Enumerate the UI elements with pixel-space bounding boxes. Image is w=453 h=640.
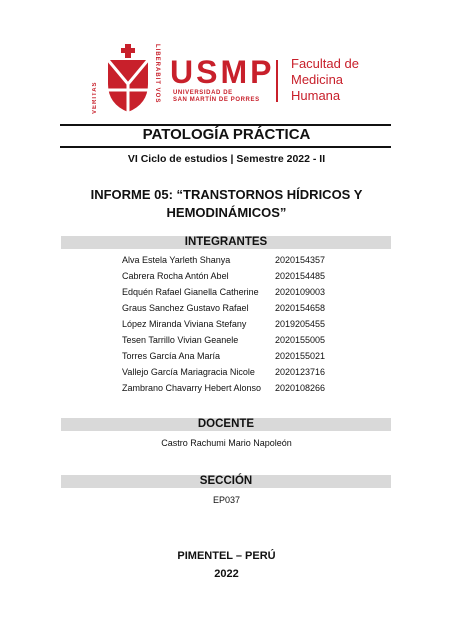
member-name: Zambrano Chavarry Hebert Alonso: [122, 383, 262, 393]
member-code: 2020155021: [275, 351, 326, 361]
motto-right: LIBERABIT VOS: [154, 44, 160, 104]
member-row: [120, 302, 360, 314]
logo-divider: [276, 60, 278, 102]
member-code: 2020154485: [275, 271, 326, 281]
brand-wordmark: USMP: [170, 54, 275, 90]
section-heading: SECCIÓN: [61, 475, 391, 488]
course-subtitle: VI Ciclo de estudios | Semestre 2022 - II: [127, 153, 326, 165]
section-code: EP037: [212, 495, 241, 505]
member-name: Torres García Ana María: [122, 351, 221, 361]
member-row: [120, 286, 360, 298]
member-name: Cabrera Rocha Antón Abel: [122, 271, 229, 281]
members-heading: INTEGRANTES: [61, 236, 391, 249]
member-row: [120, 382, 360, 394]
page-title: PATOLOGÍA PRÁCTICA: [142, 126, 311, 143]
university-line-1: UNIVERSIDAD DE: [173, 90, 233, 96]
member-code: 2020154658: [275, 303, 326, 313]
member-code: 2020108266: [275, 383, 326, 393]
member-name: Tesen Tarrillo Vivian Geanele: [122, 335, 239, 345]
teacher-name: Castro Rachumi Mario Napoleón: [161, 438, 292, 448]
title-rule-bottom: [60, 146, 391, 148]
member-name: Alva Estela Yarleth Shanya: [122, 255, 231, 265]
member-name: Vallejo García Mariagracia Nicole: [122, 367, 255, 377]
member-code: 2020155005: [275, 335, 326, 345]
place: PIMENTEL – PERÚ: [177, 550, 276, 562]
member-code: 2020109003: [275, 287, 326, 297]
year: 2022: [214, 568, 239, 580]
teacher-heading: DOCENTE: [61, 418, 391, 431]
member-code: 2020154357: [275, 255, 326, 265]
member-name: Graus Sanchez Gustavo Rafael: [122, 303, 249, 313]
member-row: [120, 270, 360, 282]
member-code: 2020123716: [275, 367, 326, 377]
member-row: [120, 254, 360, 266]
member-row: [120, 350, 360, 362]
report-title-line-2: HEMODINÁMICOS”: [166, 205, 287, 220]
faculty-line-3: Humana: [291, 88, 341, 103]
member-name: López Miranda Viviana Stefany: [122, 319, 247, 329]
motto-left: VERITAS: [92, 81, 98, 114]
member-row: [120, 366, 360, 378]
member-row: [120, 334, 360, 346]
report-title-line-1: INFORME 05: “TRANSTORNOS HÍDRICOS Y: [90, 187, 363, 202]
university-name: [173, 90, 260, 104]
member-code: 2019205455: [275, 319, 326, 329]
faculty-name: [291, 56, 359, 104]
report-title: [60, 186, 393, 222]
university-line-2: SAN MARTÍN DE PORRES: [173, 97, 260, 103]
faculty-line-2: Medicina: [291, 72, 344, 87]
member-name: Edquén Rafael Gianella Catherine: [122, 287, 259, 297]
member-row: [120, 318, 360, 330]
faculty-line-1: Facultad de: [291, 56, 359, 71]
